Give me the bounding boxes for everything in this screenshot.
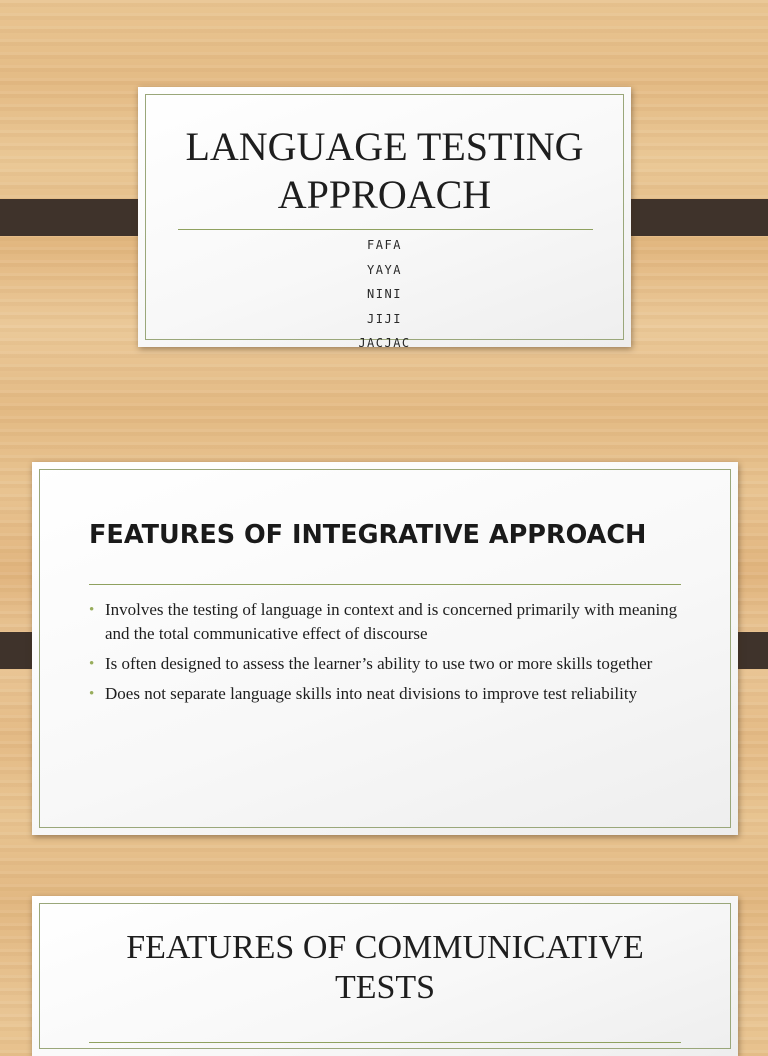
title-divider <box>178 229 593 230</box>
bullet-item <box>89 682 679 706</box>
title-line-1: FEATURES OF COMMUNICATIVE <box>126 929 644 966</box>
author-name: JIJI <box>367 311 402 326</box>
bullet-icon: • <box>89 686 95 702</box>
bullet-text: Is often designed to assess the learner’s ability to use two or more skills together <box>105 654 653 673</box>
slide-title: FEATURES OF INTEGRATIVE APPROACH <box>89 520 647 550</box>
content-card <box>32 462 738 835</box>
bullet-item <box>89 598 679 646</box>
author-name: NINI <box>367 287 402 301</box>
communicative-tests-slide <box>0 870 768 1024</box>
card-border <box>145 94 624 350</box>
author-name: YAYA <box>367 262 402 277</box>
left-band-decoration <box>0 199 156 236</box>
slide-title <box>32 928 738 1008</box>
title-slide <box>0 0 768 430</box>
content-card <box>32 896 738 1056</box>
bullet-text: Does not separate language skills into neat divisions to improve test reliability <box>105 684 638 703</box>
title-divider <box>89 1042 681 1043</box>
author-name: JACJAC <box>358 336 411 350</box>
title-card <box>138 87 631 350</box>
title-line-2: APPROACH <box>277 172 492 217</box>
author-list <box>146 233 623 356</box>
bullet-icon: • <box>89 602 95 618</box>
bullet-item <box>89 652 679 676</box>
title-line-1: LANGUAGE TESTING <box>185 124 584 169</box>
title-line-2: TESTS <box>334 969 436 1006</box>
bullet-icon: • <box>89 656 95 672</box>
bullet-list <box>89 598 679 712</box>
integrative-approach-slide <box>0 430 768 870</box>
bullet-text: Involves the testing of language in context and is concerned primarily with meaning and the total communicative effect of discourse <box>105 600 678 643</box>
author-name: FAFA <box>367 238 402 252</box>
presentation-title <box>146 123 623 219</box>
right-band-decoration <box>612 199 768 236</box>
title-divider <box>89 584 681 585</box>
